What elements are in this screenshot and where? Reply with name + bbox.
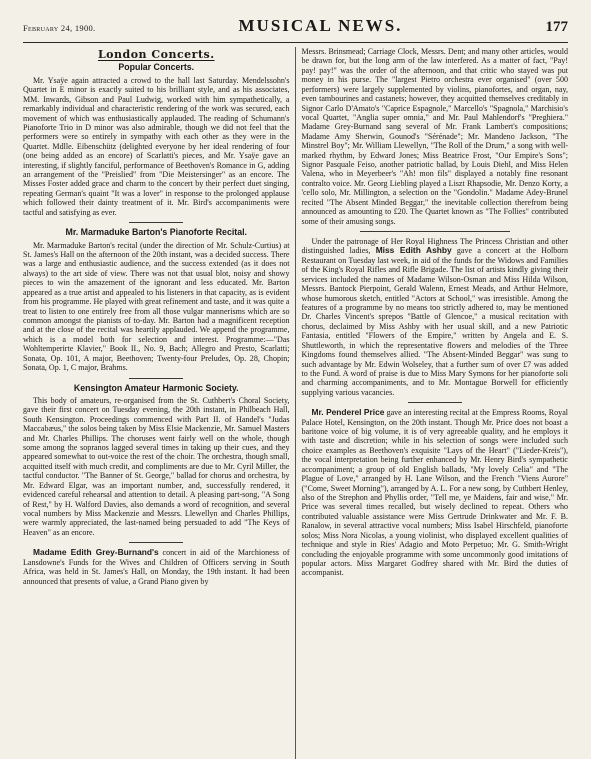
section-title: London Concerts. <box>97 48 215 61</box>
page-number: 177 <box>545 19 568 35</box>
article-divider <box>129 542 183 543</box>
article-divider <box>360 231 510 232</box>
barton-recital-body: Mr. Marmaduke Barton's recital (under the direction of Mr. Schulz-Curtius) at St. James's Hall on the afternoon of the 20th instant, was a decided success. There was a large and enthusiastic audience, and the success extended (as it does not always) to the art side of view. There was not that usual blot, noisy and showy pieces to win the amazement of the ignorant and less educated. Mr. Barton appeared as a true artist and appealed to his listeners in that capacity, as is evident from his programme. He played with great refinement and taste, and it was quite a treat to listen to one entirely free from all those vulgar mannerisms which are so common amongst the pianists of to-day. Mr. Barton had a magnificent reception and at the close of the recital was heartily applauded. We append the programme, which is a model both for selection and interest. Programme:—"Das Wohltemperirte Klavier," Book II., No. 9, Bach; Allegro and Presto, Scarlatti; Sonata, Op. 101, A major, Beethoven; Twenty-four Preludes, Op. 28, Chopin; Sonata, Op. 1, C major, Brahms. <box>23 240 290 373</box>
kensington-society-body: This body of amateurs, re-organised from the St. Cuthbert's Choral Society, gave their first concert on Tuesday evening, the 20th instant, in Philbeach Hall, South Kensington. Proceedings commenced with Part II. of Handel's "Judas Maccabæus," the solos being taken by Miss Elsie Mackenzie, Mr. Samuel Masters and Mr. Charles Phillips. The choruses went fairly well on the whole, though some among the sopranos lagged several times in taking up their cues, and they appeared somewhat to out-voice the rest of the choir. The orchestra, though small, acquitted itself with much credit, and compliments are due to Mr. Cyril Miller, the tactful conductor. "The Banner of St. George," ballad for chorus and orchestra, by Mr. Edward Elgar, was an important number, and, successfully rendered, it evidenced careful rehearsal and attention to detail. A pleasing part-song, "A Song of Rest," by H. Walford Davies, also demands a word of recognition, and several vocal numbers by Miss Mackenzie and Messrs. Llewellyn and Charles Phillips, were warmly appreciated, the last-named being persuaded to add "The Keys of Heaven" as an encore. <box>23 395 290 537</box>
issue-date: February 24, 1900. <box>23 23 96 33</box>
popular-concerts-body: Mr. Ysaÿe again attracted a crowd to the hall last Saturday. Mendelssohn's Quartet in E minor is exactly suited to his brilliant style, and as his associates, MM. Inwards, Gibson and Paul Ludwig, worked with him sympathetically, a remarkably individual and characteristic rendering of the work was secured, each movement of which was enthusiastically applauded. The reading of Schumann's Pianoforte Trio in D minor was also admirable, though we did not feel that the performers were so entirely in sympathy with each other as they were in the Quartet. Mdlle. Eibenschütz (delighted everyone by her ideal rendering of four (one being added as an encore) of Scarlatti's pieces, and Mr. Ysaÿe gave an interesting, if slightly fanciful, performance of Beethoven's Romance in G, adding an arrangement of the "Preislied" from "Die Meistersinger" as an encore. The Misses Foster added grace and charm to the concert by their perfect duet singing, repeating German's quaint "It was a lover" in response to the prolonged applause which followed their dainty treatment of it. Mr. Bird's accompaniments were tactful and satisfying as ever. <box>23 75 290 217</box>
kensington-society-title: Kensington Amateur Harmonic Society. <box>73 382 239 393</box>
ashby-paragraph <box>302 237 569 397</box>
ashby-name: Miss Edith Ashby <box>375 245 452 256</box>
ashby-body: gave a concert at the Holborn Restaurant on Tuesday last week, in aid of the funds for the Widows and Families of the King's Royal Rifles and Rifle Brigade. The list of artists kindly giving their services included the names of Madame Wilson-Osman and Miss Hilda Wilson, Messrs. Bantock Pierpoint, Gerald Walenn, Ernest Meads, and Arthur Helmore, whose humorous sketch, entitled "Actors at School," was irresistible. Among the features of a programme by no means too strictly adhered to, may be mentioned Dr. Charles Vincent's sprepos "Battle of Glencoe," a musical recitation with chorus, declaimed by Miss Ashby with her usual skill, and a new Patriotic Fantasia, entitled "Flowers of the Empire," written by Angela and E. S. Shuttleworth, in which the representative flowers and melodies of the Three Kingdoms found themselves allied. "The Absent-Minded Beggar" was sung to such advantage by Mr. Edwin Wolseley, that a further sum of over £7 was added to the Fund. A word of praise is due to Miss Mary Symons for her pianoforte soli and charming accompaniments, and to Mr. Montague Borwell for efficiently supplying various vacancies. <box>301 246 568 397</box>
grey-burnand-body: concert in aid of the Marchioness of Lansdowne's Funds for the Wives and Children of Officers serving in South Africa, was held in St. James's Hall, on Monday, the 19th instant. It had been announced that presents of value, a Grand Piano given by <box>23 548 290 586</box>
article-divider <box>129 222 183 223</box>
masthead: MUSICAL NEWS. <box>238 16 403 35</box>
grey-burnand-paragraph <box>23 548 290 586</box>
price-paragraph <box>302 408 569 578</box>
grey-burnand-name: Madame Edith Grey-Burnand's <box>33 547 159 558</box>
left-column <box>23 47 296 759</box>
right-column <box>296 47 569 759</box>
price-body: gave an interesting recital at the Empress Rooms, Royal Palace Hotel, Kensington, on the 20th instant. Though Mr. Price does not boast a baritone voice of big volume, it is of very agreeable quality, and he employs it with taste and discretion; while in his selection of songs were included such choice examples as Beethoven's exquisite "Lays of the Heart" ("Lieder-Kreis"), the vocal interpretation being further enhanced by Mr. Henry Bird's sympathetic accompaniment; a group of old English ballads, "My lovely Celia" and "The Plague of Love," arranged by H. Lane Wilson, and the French "Viens Aurore" ("Come, Sweet Morning"), arranged by A. L. For a new song, by Cuthbert Henley, also of the Strephon and Phyllis order, "Tell me, ye Maidens, fair and wise," Mr. Price was several times recalled, but wisely declined to repeat. Others who contributed valuable assistance were Miss Gertrude Drinkwater and Mr. F. B. Ranalow, in several attractive vocal numbers; Miss Isabel Hirschfeld, pianoforte solos; Miss Nora Nicolas, a young violinist, who displayed excellent qualities of technique and style in Ries' Adagio and Moto Perpetuo; Mr. G. Smith-Wright concluding the enjoyable programme with some uncommonly good imitations of popular actors. Miss Margaret Godfrey shared with Mr. Bird the duties of accompanist. <box>301 408 568 578</box>
page-header <box>23 16 568 43</box>
grey-burnand-continuation: Messrs. Brinsmead; Carriage Clock, Messrs. Dent; and many other articles, would be drawn for, but the long arm of the law interfered. As a matter of fact, "Pay! pay! pay!" was the order of the afternoon, and that critic who stayed was put money in his purse. The "largest Pietro orchestra ever organised" (over 500 performers) were largely supplemented by violins, pianofortes, and organ, nay, even tambourines and castanets; however, they acquitted themselves creditably in Signor Carlo D'Amato's "Caprice Espagnole," Marcello's "Spagnola," Marchisio's vocal Quartet, "Anglia super omnia," and Mr. Paul Mahlendorf's "Preghiera." Madame Grey-Burnand sang several of Mr. Frank Lambert's compositions; Madame Amy Sherwin, Gounod's "Sérénade"; Mr. Mandeno Jackson, "The Minstrel Boy"; Mr. William Llewellyn, "The Roll of the Drum," a song with well-marked rhythm, by Edward Jones; Miss Beatrice Frost, "Our Empire's Sons"; Signor Pasquale Feiso, another patriotic ballad, by Louis Diehl, and Miss Helen Valena, who in Meyerbeer's "Ah! mon fils" displayed a notably fine resonant contralto voice. Mr. Georg Liebling played a Liszt Rhapsodie, Mr. Denzo Korty, a 'cello solo, Mr. Millington, a selection on the "Gondolin." Madame Adey-Brunel recited "The Absent Minded Beggar," the inevitable collection therefrom being announced as amounting to £20. The Quartet known as "The Follies" contributed some of their amusing songs. <box>301 47 568 226</box>
article-divider <box>408 402 462 403</box>
article-divider <box>129 378 183 379</box>
ashby-lead: Under the patronage of Her Royal Highness The Princess Christian and other distinguished ladies, <box>301 237 568 256</box>
popular-concerts-title: Popular Concerts. <box>118 62 195 73</box>
price-name: Mr. Penderel Price <box>311 407 385 418</box>
barton-recital-title: Mr. Marmaduke Barton's Pianoforte Recital. <box>65 227 247 238</box>
article-columns <box>23 47 568 759</box>
